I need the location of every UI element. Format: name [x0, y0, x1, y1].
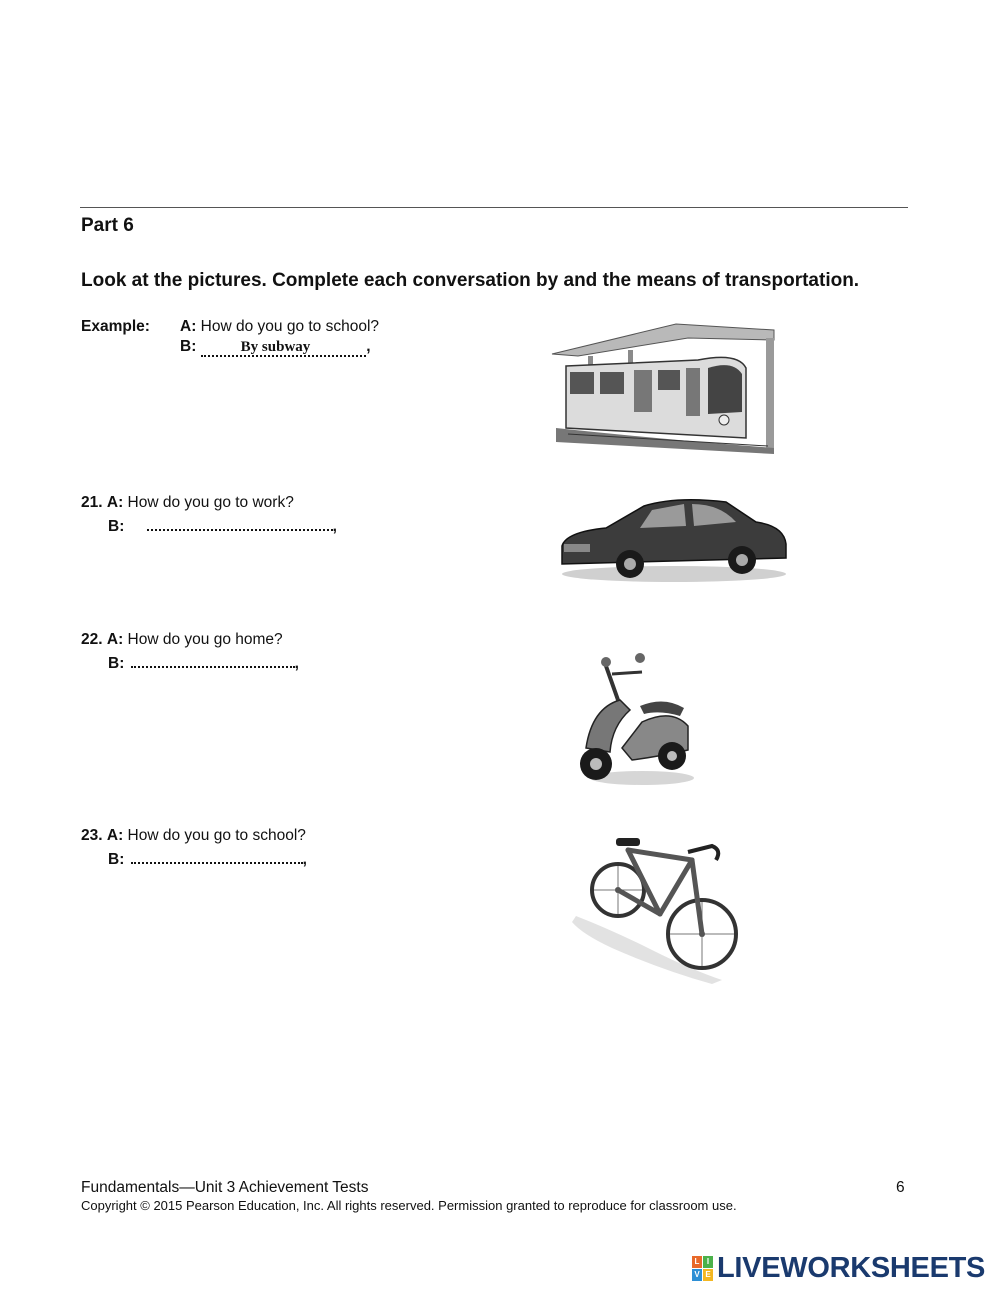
answer-23-line: B: ,: [108, 847, 307, 869]
scooter-icon: [572, 652, 696, 788]
speaker-a-label: A:: [106, 827, 124, 844]
question-21-line: 21. A: How do you go to work?: [81, 494, 294, 511]
subway-train-icon: [548, 320, 780, 454]
speaker-b-label: B:: [180, 338, 197, 355]
section-divider: [80, 207, 908, 208]
question-23: How do you go to school?: [127, 827, 306, 844]
page-number: 6: [896, 1179, 905, 1196]
example-question: How do you go to school?: [200, 318, 380, 335]
bicycle-icon: [572, 830, 742, 984]
answer-22-field[interactable]: [131, 651, 295, 668]
question-22-line: 22. A: How do you go home?: [81, 631, 283, 648]
question-22: How do you go home?: [127, 631, 283, 648]
example-answer: By subway: [201, 340, 367, 357]
footer-course: Fundamentals—Unit 3 Achievement Tests: [81, 1179, 369, 1196]
question-21: How do you go to work?: [127, 494, 294, 511]
brand-name: LIVEWORKSHEETS: [717, 1252, 986, 1284]
speaker-b-label: B:: [108, 851, 125, 868]
speaker-b-label: B:: [108, 655, 125, 672]
answer-23-field[interactable]: [131, 847, 303, 864]
car-icon: [556, 494, 792, 584]
copyright-notice: Copyright © 2015 Pearson Education, Inc. All rights reserved. Permission granted to reproduce for classroom use.: [81, 1198, 737, 1213]
part-title: Part 6: [81, 215, 134, 236]
example-question-line: [180, 318, 379, 336]
example-label: Example:: [81, 318, 150, 335]
speaker-a-label: A:: [106, 631, 124, 648]
speaker-a-label: A:: [180, 318, 197, 335]
question-23-line: 23. A: How do you go to school?: [81, 827, 306, 844]
liveworksheets-logo-icon: L I V E: [692, 1256, 713, 1281]
answer-21-line: B: ,: [108, 514, 337, 536]
speaker-b-label: B:: [108, 518, 125, 535]
speaker-a-label: A:: [106, 494, 124, 511]
instructions: Look at the pictures. Complete each conversation by and the means of transportation.: [81, 270, 860, 291]
example-answer-line: B: By subway ,: [180, 338, 371, 355]
liveworksheets-logo[interactable]: [692, 1252, 985, 1285]
answer-21-field[interactable]: [147, 514, 333, 531]
answer-22-line: B: ,: [108, 651, 299, 673]
